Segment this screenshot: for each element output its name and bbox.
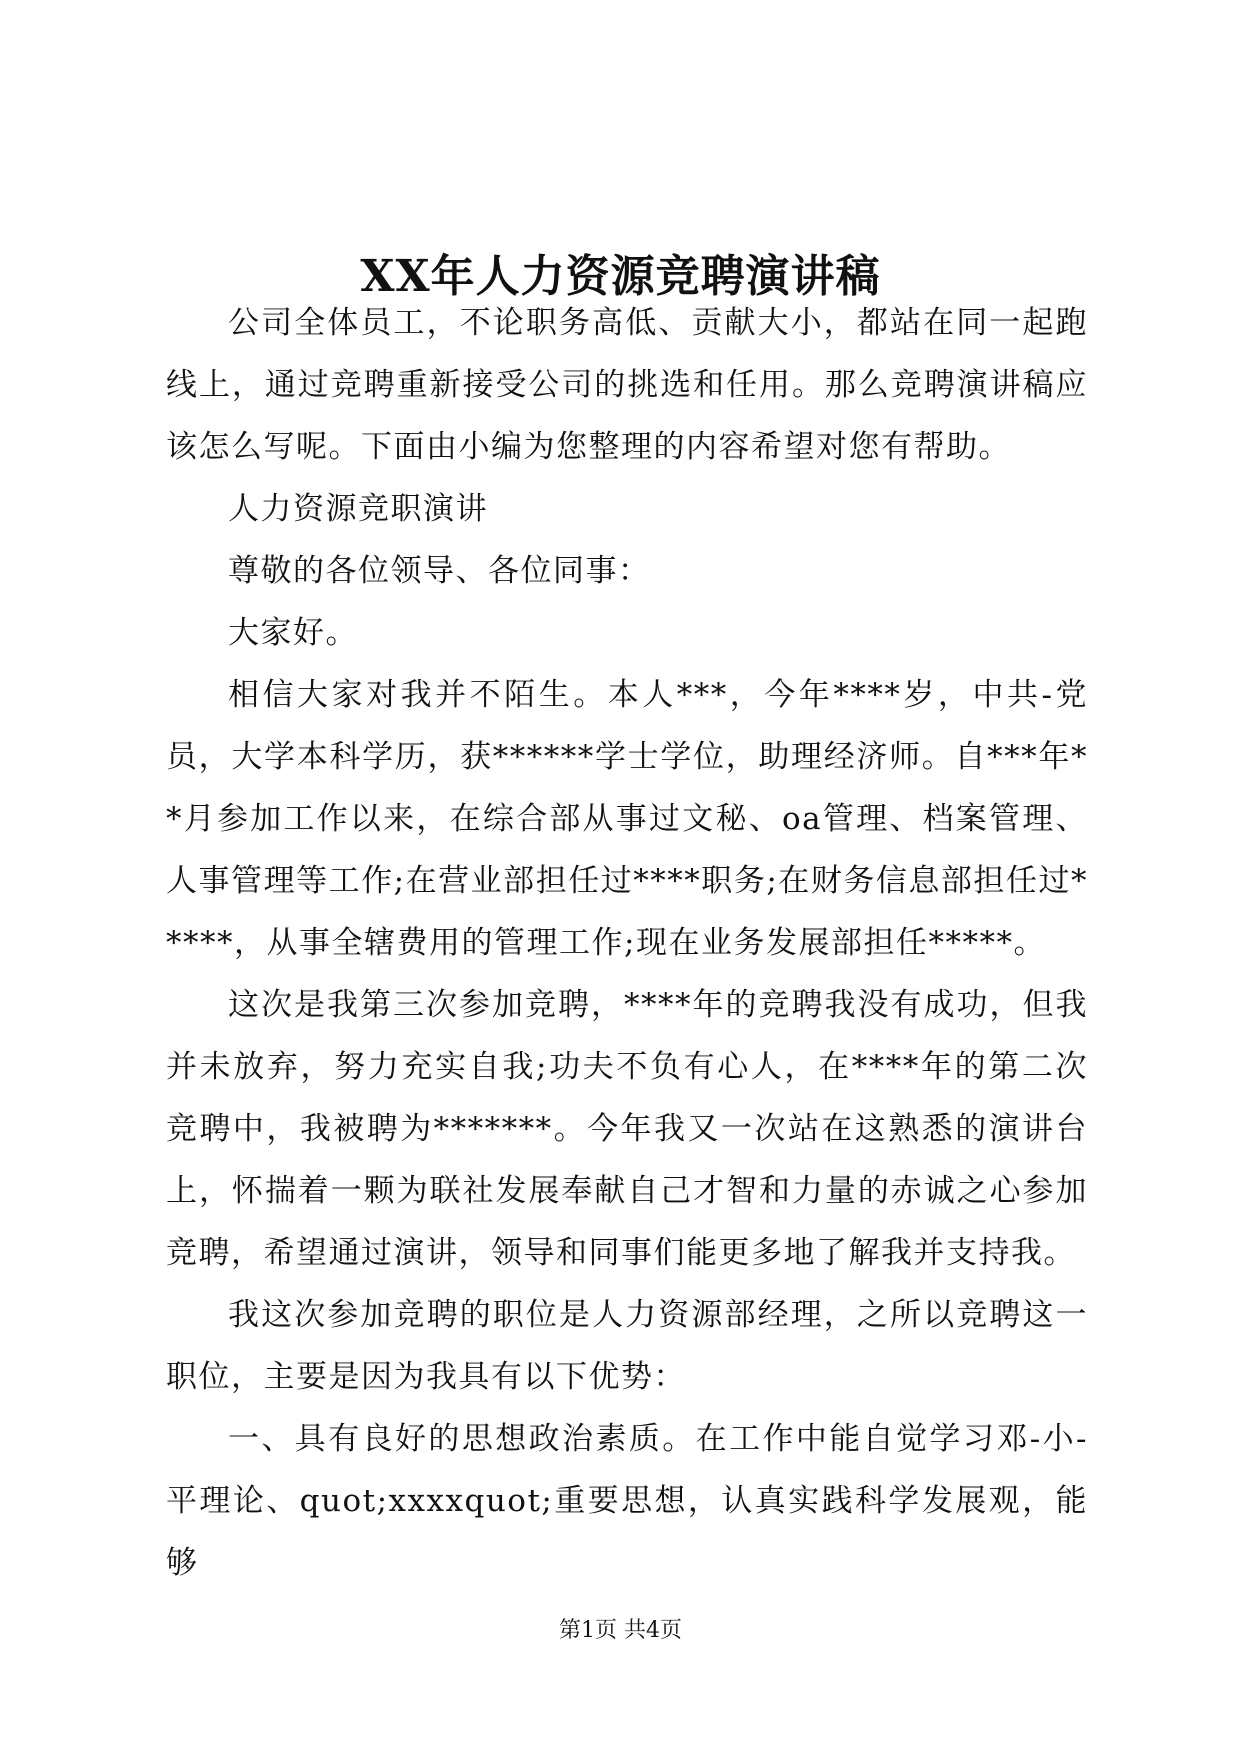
document-title: XX年人力资源竞聘演讲稿: [360, 251, 881, 303]
paragraph-position: 我这次参加竞聘的职位是人力资源部经理，之所以竞聘这一职位，主要是因为我具有以下优势：: [166, 1297, 1088, 1395]
paragraph-advantage-one: 一、具有良好的思想政治素质。在工作中能自觉学习邓-小-平理论、quot;xxxxquot;重要思想，认真实践科学发展观，能够: [166, 1421, 1088, 1581]
page-footer: 第1页 共4页: [559, 1618, 682, 1643]
document-body: [166, 292, 1088, 1594]
paragraph-intro: 公司全体员工，不论职务高低、贡献大小，都站在同一起跑线上，通过竞聘重新接受公司的挑选和任用。那么竞聘演讲稿应该怎么写呢。下面由小编为您整理的内容希望对您有帮助。: [166, 305, 1088, 465]
paragraph-greeting: 大家好。: [228, 615, 358, 651]
paragraph-subtitle: 人力资源竞职演讲: [228, 491, 488, 527]
paragraph-salutation: 尊敬的各位领导、各位同事：: [228, 553, 651, 589]
paragraph-experience: 这次是我第三次参加竞聘，****年的竞聘我没有成功，但我并未放弃，努力充实自我;功夫不负有心人，在****年的第二次竞聘中，我被聘为*******。今年我又一次站在这熟悉的演讲台上，怀揣着一颗为联社发展奉献自己才智和力量的赤诚之心参加竞聘，希望通过演讲，领导和同事们能更多地了解我并支持我。: [166, 987, 1088, 1271]
paragraph-self-introduction: 相信大家对我并不陌生。本人***，今年****岁，中共-党员，大学本科学历，获******学士学位，助理经济师。自***年**月参加工作以来，在综合部从事过文秘、oa管理、档案管理、人事管理等工作;在营业部担任过****职务;在财务信息部担任过*****，从事全辖费用的管理工作;现在业务发展部担任*****。: [166, 677, 1088, 961]
